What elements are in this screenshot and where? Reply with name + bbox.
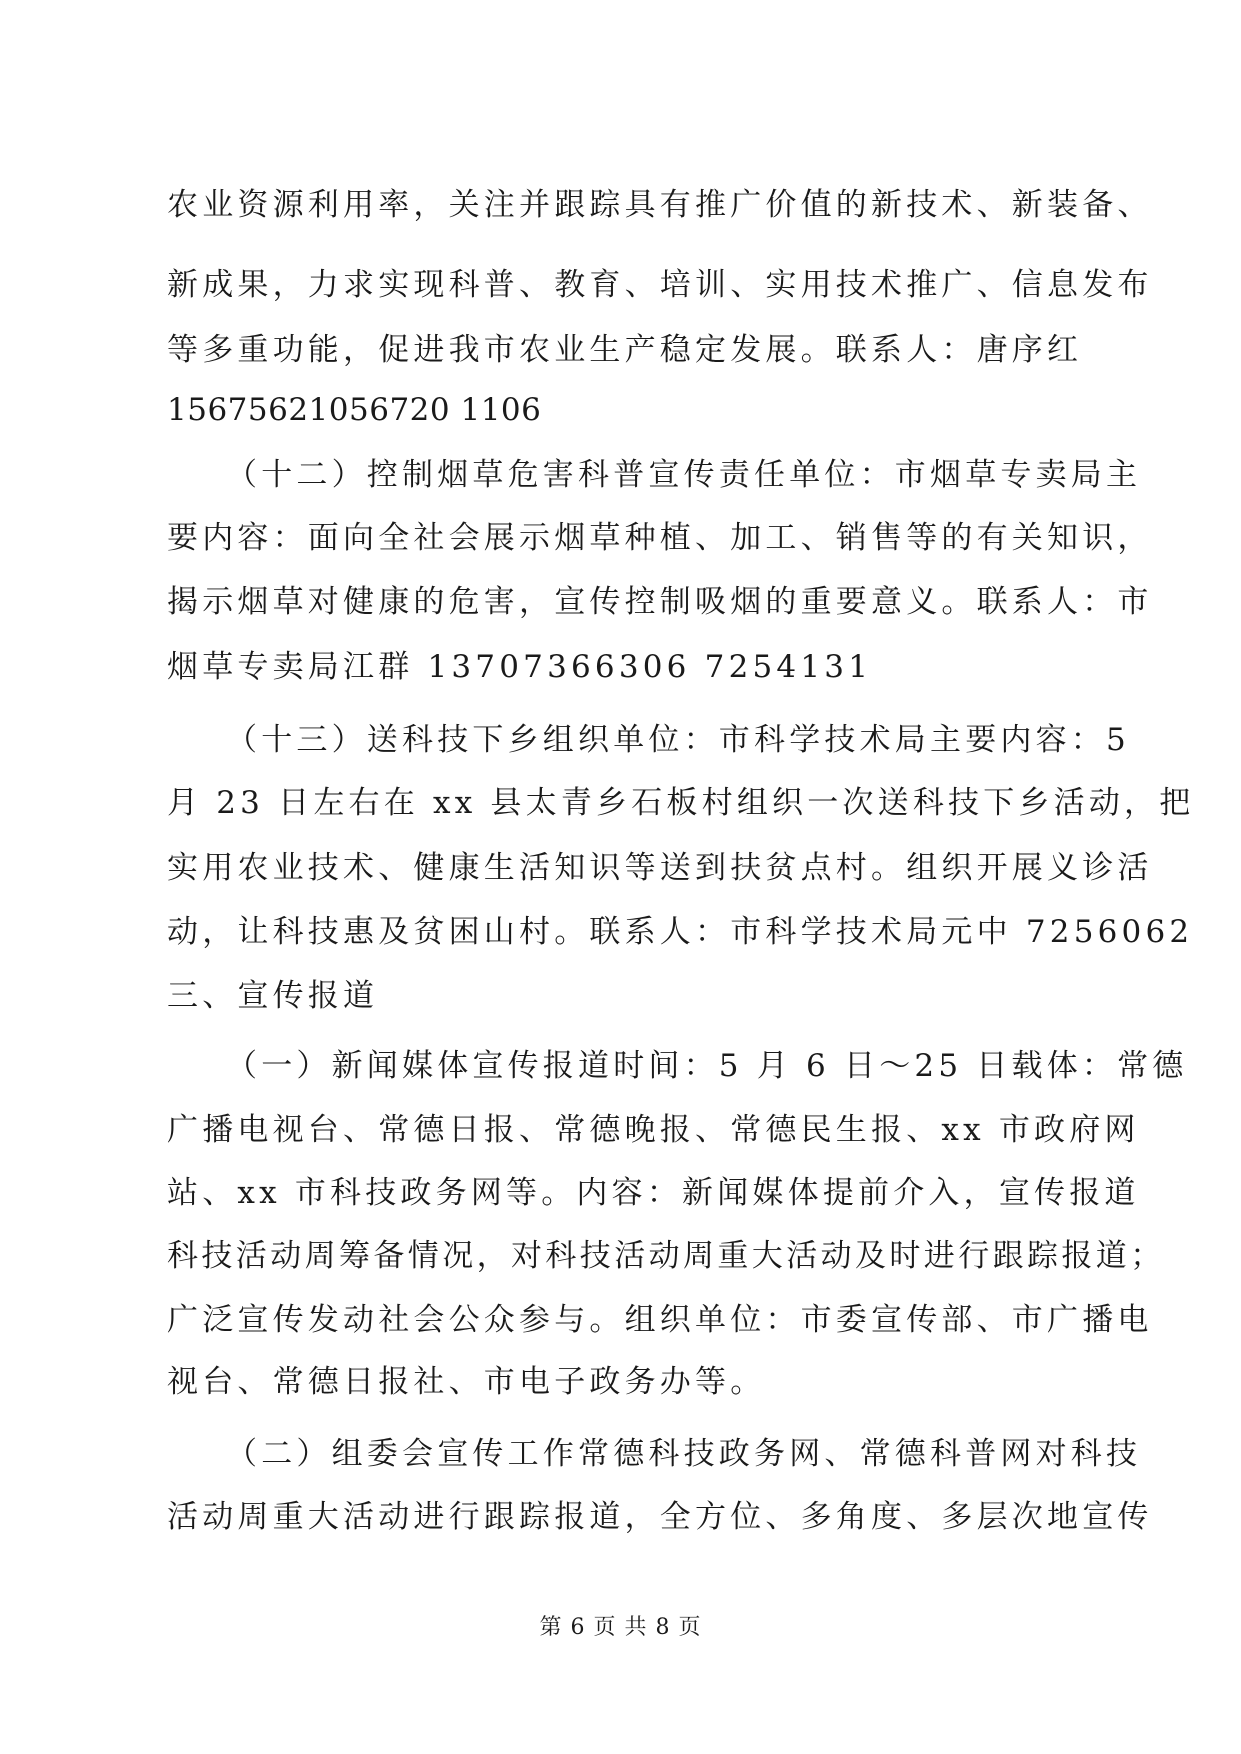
text-line: 动，让科技惠及贫困山村。联系人：市科学技术局元中 7256062 [167,914,1194,950]
text-line: 月 23 日左右在 xx 县太青乡石板村组织一次送科技下乡活动，把 [167,785,1195,821]
text-line: （一）新闻媒体宣传报道时间：5 月 6 日～25 日载体：常德 [226,1048,1188,1084]
text-line: 实用农业技术、健康生活知识等送到扶贫点村。组织开展义诊活 [167,850,1153,886]
text-line: （十三）送科技下乡组织单位：市科学技术局主要内容：5 [226,722,1130,758]
text-line: 新成果，力求实现科普、教育、培训、实用技术推广、信息发布 [167,267,1153,303]
text-line: 15675621056720 1106 [167,392,542,428]
text-line: 广泛宣传发动社会公众参与。组织单位：市委宣传部、市广播电 [167,1302,1153,1338]
text-line: 揭示烟草对健康的危害，宣传控制吸烟的重要意义。联系人：市 [167,584,1153,620]
text-line: （二）组委会宣传工作常德科技政务网、常德科普网对科技 [226,1436,1142,1472]
text-line: 科技活动周筹备情况，对科技活动周重大活动及时进行跟踪报道； [167,1238,1165,1274]
text-line: 活动周重大活动进行跟踪报道，全方位、多角度、多层次地宣传 [167,1499,1153,1535]
text-line: 农业资源利用率，关注并跟踪具有推广价值的新技术、新装备、 [167,187,1153,223]
text-line: （十二）控制烟草危害科普宣传责任单位：市烟草专卖局主 [226,457,1142,493]
page-footer: 第 6 页 共 8 页 [539,1615,702,1640]
text-line: 广播电视台、常德日报、常德晚报、常德民生报、xx 市政府网 [167,1112,1140,1148]
text-line: 烟草专卖局江群 13707366306 7254131 [167,649,873,685]
section-heading: 三、宣传报道 [167,978,379,1014]
text-line: 视台、常德日报社、市电子政务办等。 [167,1364,766,1400]
text-line: 站、xx 市科技政务网等。内容：新闻媒体提前介入，宣传报道 [167,1175,1140,1211]
text-line: 要内容：面向全社会展示烟草种植、加工、销售等的有关知识， [167,520,1153,556]
text-line: 等多重功能，促进我市农业生产稳定发展。联系人：唐序红 [167,332,1083,368]
